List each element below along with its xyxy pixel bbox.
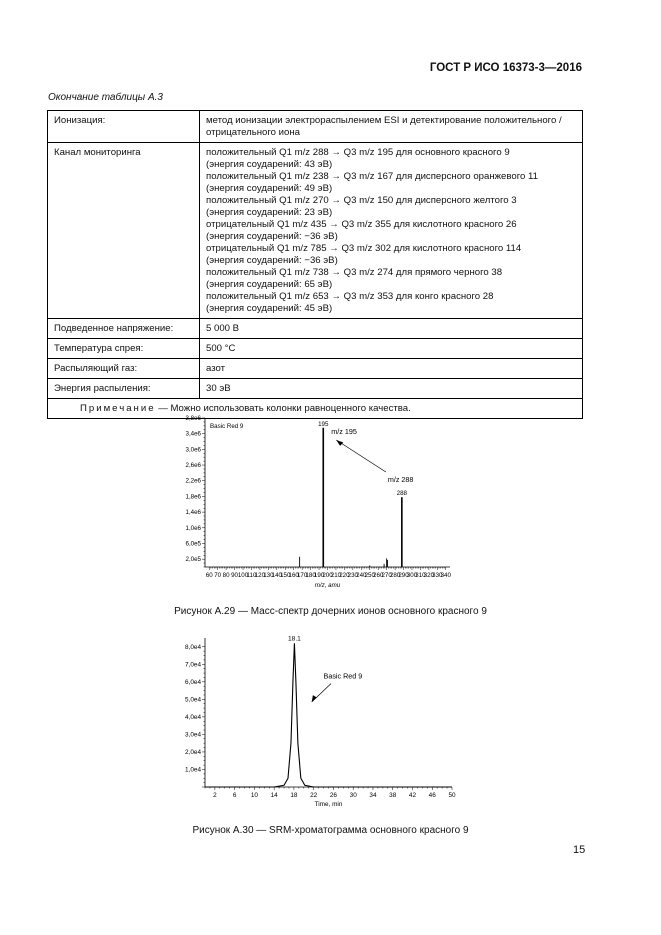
x-tick-label: 220 (339, 572, 350, 579)
x-tick-label: 140 (271, 572, 282, 579)
x-tick-label: 110 (246, 572, 257, 579)
annotation-arrow (312, 684, 331, 702)
x-tick-label: 180 (305, 572, 316, 579)
y-tick-label: 3,8e6 (185, 415, 201, 422)
y-tick-label: 3,0e4 (185, 731, 201, 739)
x-tick-label: 80 (222, 572, 230, 579)
x-tick-label: 2 (213, 792, 217, 799)
row-value: азот (200, 358, 583, 378)
x-tick-label: 320 (423, 572, 435, 579)
x-tick-label: 190 (313, 572, 325, 579)
value-line: (энергия соударений: −36 эВ) (206, 254, 338, 266)
y-tick-label: 6,0e5 (185, 540, 201, 548)
table-caption: Окончание таблицы А.3 (48, 92, 163, 103)
x-tick-label: 120 (254, 572, 266, 579)
y-tick-label: 3,4e6 (185, 430, 201, 438)
table-row (48, 378, 583, 398)
page-number: 15 (573, 844, 586, 856)
row-key: Распыляющий газ: (48, 358, 200, 378)
x-tick-label: 160 (288, 572, 299, 579)
y-tick-label: 3,0e6 (185, 446, 201, 454)
x-tick-label: 210 (330, 572, 342, 579)
x-tick-label: 42 (408, 792, 417, 799)
parameters-table (47, 110, 583, 419)
value-line: положительный Q1 m/z 653 → Q3 m/z 353 для конго красного 28 (206, 290, 494, 302)
note-label: Примечание (80, 402, 156, 414)
value-line: метод ионизации электрораспылением ESI и детектирование положительного / (206, 115, 562, 126)
y-tick-label: 8,0e4 (185, 643, 201, 651)
y-tick-label: 1,8e6 (185, 493, 201, 501)
value-line: (энергия соударений: 65 эВ) (206, 278, 333, 290)
row-key: Ионизация: (48, 111, 200, 143)
x-tick-label: 300 (406, 572, 418, 579)
row-value: 500 °С (200, 338, 583, 358)
y-tick-label: 1,0e4 (185, 766, 201, 774)
x-tick-label: 290 (398, 572, 409, 579)
x-tick-label: 250 (364, 572, 375, 579)
x-tick-label: 30 (349, 792, 357, 799)
x-tick-label: 60 (205, 572, 213, 579)
value-line: (энергия соударений: 23 эВ) (206, 206, 333, 218)
table-row (48, 318, 583, 338)
figure-29-caption: Рисунок А.29 — Масс-спектр дочерних ионов основного красного 9 (174, 606, 487, 617)
value-line: (энергия соударений: 49 эВ) (206, 182, 333, 194)
x-tick-label: 240 (356, 572, 367, 579)
x-tick-label: 200 (322, 572, 333, 579)
x-tick-label: 14 (270, 792, 278, 799)
figure-30-caption: Рисунок А.30 — SRM-хроматограмма основного красного 9 (192, 825, 469, 836)
x-tick-label: 22 (310, 792, 318, 799)
x-tick-label: 18 (290, 792, 298, 799)
y-tick-label: 2,6e6 (185, 462, 201, 470)
annotation-arrow (336, 440, 386, 472)
x-tick-label: 6 (232, 792, 237, 799)
row-value (200, 142, 583, 318)
x-tick-label: 150 (280, 572, 291, 579)
x-tick-label: 130 (263, 572, 274, 579)
x-tick-label: 270 (381, 572, 392, 579)
x-tick-label: 70 (214, 572, 222, 579)
x-tick-label: 50 (448, 792, 456, 799)
annotation-mz288: m/z 288 (387, 475, 414, 484)
x-tick-label: 10 (250, 792, 258, 799)
value-line: положительный Q1 m/z 288 → Q3 m/z 195 для основного красного 9 (206, 146, 510, 158)
arrow-head (336, 440, 343, 446)
y-tick-label: 2,0e5 (185, 556, 201, 564)
x-axis-label: m/z, amu (314, 582, 341, 589)
y-tick-label: 4,0e4 (185, 713, 201, 721)
row-value (200, 111, 583, 143)
x-tick-label: 260 (373, 572, 384, 579)
y-tick-label: 5,0e4 (185, 696, 201, 704)
row-key: Канал мониторинга (48, 142, 200, 318)
peak-label: 288 (396, 490, 408, 498)
x-tick-label: 46 (428, 792, 436, 799)
x-tick-label: 280 (389, 572, 401, 579)
x-axis-label: Time, min (314, 801, 343, 808)
row-key: Энергия распыления: (48, 378, 200, 398)
x-tick-label: 230 (347, 572, 359, 579)
row-value: 30 эВ (200, 378, 583, 398)
y-tick-label: 2,2e6 (185, 477, 201, 485)
series-annotation: Basic Red 9 (323, 671, 363, 681)
value-line: отрицательного иона (206, 126, 300, 138)
value-line: отрицательный Q1 m/z 785 → Q3 m/z 302 для кислотного красного 114 (206, 242, 522, 254)
standard-id: ГОСТ Р ИСО 16373-3—2016 (429, 62, 582, 74)
table-row (48, 358, 583, 378)
chromatogram-line (205, 643, 452, 787)
table-row (48, 142, 583, 318)
row-value: 5 000 В (200, 318, 583, 338)
y-tick-label: 7,0e4 (185, 661, 201, 669)
arrow-head (312, 695, 317, 702)
y-tick-label: 2,0e4 (185, 748, 201, 756)
annotation-mz195: m/z 195 (331, 427, 357, 436)
x-tick-label: 170 (296, 572, 308, 579)
value-line: положительный Q1 m/z 270 → Q3 m/z 150 для дисперсного желтого 3 (206, 194, 517, 206)
x-tick-label: 34 (369, 792, 377, 799)
value-line: (энергия соударений: 43 эВ) (206, 158, 333, 170)
peak-label: 195 (318, 420, 329, 428)
x-tick-label: 26 (329, 792, 337, 799)
x-tick-label: 310 (415, 572, 426, 579)
mass-spectrum-chart (160, 412, 470, 602)
x-tick-label: 340 (440, 572, 451, 579)
row-key: Подведенное напряжение: (48, 318, 200, 338)
x-tick-label: 90 (231, 572, 239, 579)
value-line: отрицательный Q1 m/z 435 → Q3 m/z 355 для кислотного красного 26 (206, 218, 517, 230)
x-tick-label: 330 (432, 572, 443, 579)
value-line: (энергия соударений: −36 эВ) (206, 230, 338, 242)
value-line: (энергия соударений: 45 эВ) (206, 302, 333, 314)
table-row (48, 338, 583, 358)
srm-chromatogram-chart (160, 632, 470, 822)
note-text: — Можно использовать колонки равноценного качества. (155, 402, 411, 414)
x-tick-label: 38 (389, 792, 397, 799)
peak-label: 18.1 (287, 635, 301, 643)
y-tick-label: 1,0e6 (185, 524, 201, 532)
table-row (48, 111, 583, 143)
x-tick-label: 100 (237, 572, 249, 579)
y-tick-label: 6,0e4 (185, 678, 201, 686)
value-line: положительный Q1 m/z 738 → Q3 m/z 274 для прямого черного 38 (206, 266, 503, 278)
value-line: положительный Q1 m/z 238 → Q3 m/z 167 для дисперсного оранжевого 11 (206, 170, 538, 182)
row-key: Температура спрея: (48, 338, 200, 358)
chart-title: Basic Red 9 (210, 423, 244, 430)
y-tick-label: 1,4e6 (185, 509, 201, 517)
